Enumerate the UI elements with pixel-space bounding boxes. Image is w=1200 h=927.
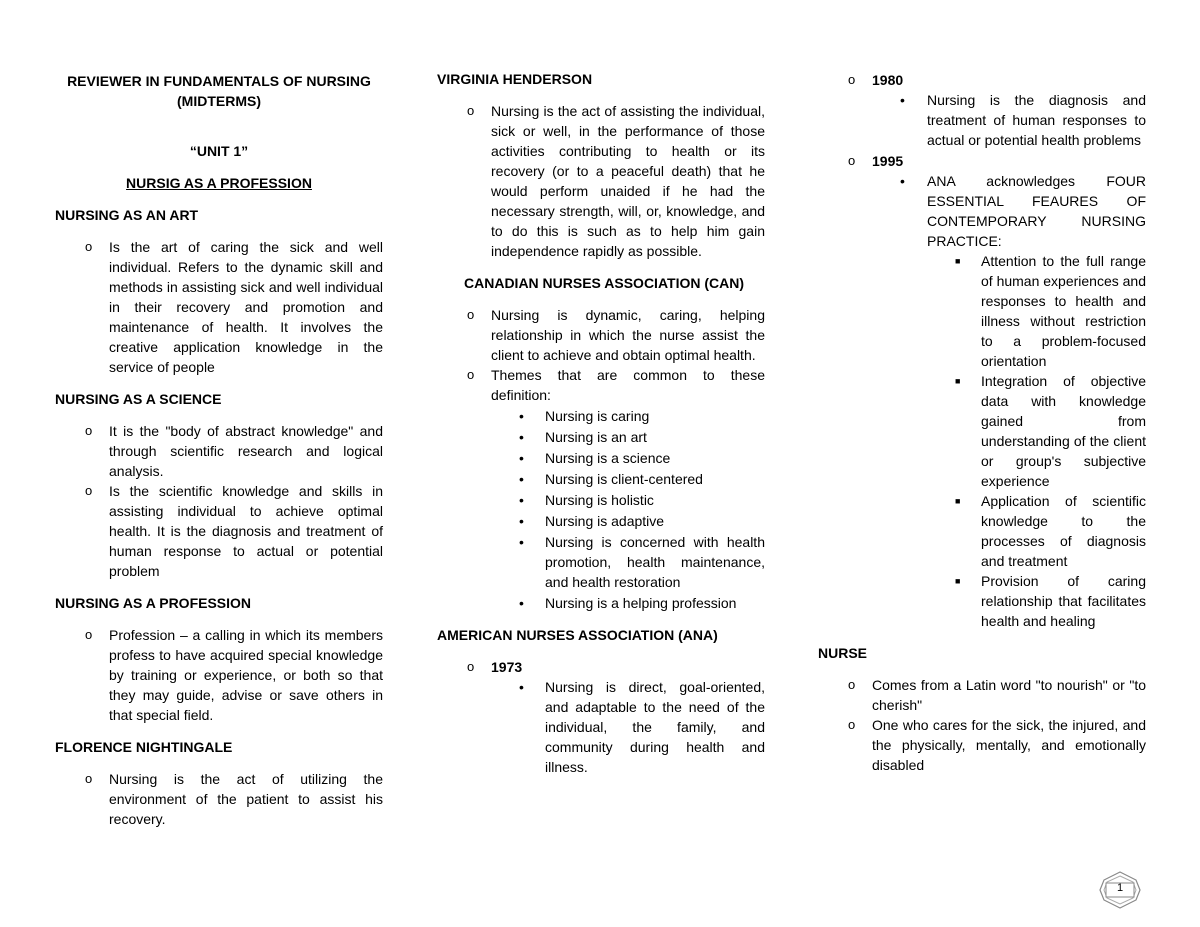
square-bullet-icon: ■ xyxy=(955,256,961,266)
square-bullet-icon: ■ xyxy=(955,496,961,506)
circle-bullet-icon: o xyxy=(467,103,475,118)
disc-bullet-icon: • xyxy=(519,450,524,466)
square-bullet-icon: ■ xyxy=(955,576,961,586)
henderson-list xyxy=(437,101,765,261)
list-item: • Nursing is the diagnosis and treatment of human responses to actual or potential health problems xyxy=(900,92,1146,148)
column-3 xyxy=(818,70,1146,775)
ana-years-list xyxy=(818,70,1146,631)
list-item xyxy=(818,70,1146,150)
circle-bullet-icon: o xyxy=(85,423,93,438)
circle-bullet-icon: o xyxy=(848,717,856,732)
circle-bullet-icon: o xyxy=(848,153,856,168)
profession-list xyxy=(55,625,383,725)
document-title: REVIEWER IN FUNDAMENTALS OF NURSING (MIDTERMS) xyxy=(67,73,371,109)
list-item: • Nursing is direct, goal-oriented, and adaptable to the need of the individual, the family, and community during health and illness. xyxy=(519,679,765,775)
disc-bullet-icon: • xyxy=(519,471,524,487)
list-item: o Is the scientific knowledge and skills in assisting individual to achieve optimal health. It is the diagnosis and treatment of human response to actual or potential problem xyxy=(85,483,383,579)
art-list xyxy=(55,237,383,377)
list-item: o Nursing is the act of assisting the individual, sick or well, in the performance of those activities contributing to health or its recovery (or to a peaceful death) that he would perform unaided if he had the necessary strength, will, or, knowledge, and to do this is such as to help him gain independence rapidly as possible. xyxy=(467,103,765,259)
disc-bullet-icon: • xyxy=(519,595,524,611)
circle-bullet-icon: o xyxy=(848,677,856,692)
disc-bullet-icon: • xyxy=(519,408,524,424)
column-2 xyxy=(437,66,765,778)
disc-bullet-icon: • xyxy=(900,92,905,108)
disc-bullet-icon: • xyxy=(519,429,524,445)
disc-bullet-icon: • xyxy=(900,173,905,189)
heading-virginia-henderson: VIRGINIA HENDERSON xyxy=(437,71,593,87)
can-list xyxy=(437,305,765,613)
section-subtitle: NURSIG AS A PROFESSION xyxy=(126,175,312,191)
heading-florence-nightingale: FLORENCE NIGHTINGALE xyxy=(55,739,233,755)
list-item xyxy=(818,151,1146,631)
features-list xyxy=(818,251,1146,631)
circle-bullet-icon: o xyxy=(85,771,93,786)
circle-bullet-icon: o xyxy=(85,239,93,254)
list-item: • Nursing is client-centered xyxy=(519,471,703,487)
year-label: 1995 xyxy=(872,153,904,169)
list-item: ■ Attention to the full range of human experiences and responses to health and illness without restriction to a problem-focused orientation xyxy=(955,253,1146,369)
ana-1973-list xyxy=(437,677,765,777)
heading-nursing-art: NURSING AS AN ART xyxy=(55,207,199,223)
list-item: • Nursing is concerned with health promotion, health maintenance, and health restoration xyxy=(519,534,765,590)
disc-bullet-icon: • xyxy=(519,679,524,695)
heading-nursing-science: NURSING AS A SCIENCE xyxy=(55,391,222,407)
list-item xyxy=(437,657,765,777)
list-item: o Nursing is the act of utilizing the environment of the patient to assist his recovery. xyxy=(85,771,383,827)
circle-bullet-icon: o xyxy=(848,72,856,87)
list-item: • Nursing is adaptive xyxy=(519,513,665,529)
disc-bullet-icon: • xyxy=(519,513,524,529)
list-item: • Nursing is a helping profession xyxy=(519,595,737,611)
list-item: o Nursing is dynamic, caring, helping relationship in which the nurse assist the client to achieve and obtain optimal health. xyxy=(467,307,765,363)
heading-nursing-profession: NURSING AS A PROFESSION xyxy=(55,595,252,611)
list-item: • Nursing is a science xyxy=(519,450,671,466)
ana-1980-list xyxy=(818,90,1146,150)
list-item: • ANA acknowledges FOUR ESSENTIAL FEAURES OF CONTEMPORARY NURSING PRACTICE: ■ Attention to the full range of human experiences and responses to health and illness without restriction to a problem-focused orientation ■ Integration of objective data with knowledge gained from understanding of the client or group's subjective experience ■ Application of scientific knowledge to the processes of diagnosis and treatment ■ Provision of caring relationship that facilitates health and healing xyxy=(818,171,1146,631)
list-item: • Nursing is holistic xyxy=(519,492,654,508)
circle-bullet-icon: o xyxy=(85,483,93,498)
list-item: o Comes from a Latin word "to nourish" or "to cherish" xyxy=(848,677,1146,713)
circle-bullet-icon: o xyxy=(85,627,93,642)
heading-american-nurses-association: AMERICAN NURSES ASSOCIATION (ANA) xyxy=(437,627,718,643)
page-number: 1 xyxy=(1116,882,1124,894)
list-item: • Nursing is caring xyxy=(519,408,650,424)
science-list xyxy=(55,421,383,581)
disc-bullet-icon: • xyxy=(519,492,524,508)
list-item: • Nursing is an art xyxy=(519,429,647,445)
ana-list xyxy=(437,657,765,777)
themes-list xyxy=(437,406,765,613)
list-item: ■ Provision of caring relationship that facilitates health and healing xyxy=(955,573,1146,629)
heading-nurse: NURSE xyxy=(818,645,868,661)
list-item: o It is the "body of abstract knowledge" and through scientific research and logical analysis. xyxy=(85,423,383,479)
circle-bullet-icon: o xyxy=(467,307,475,322)
year-label: 1980 xyxy=(872,72,904,88)
list-item: o Is the art of caring the sick and well individual. Refers to the dynamic skill and methods in assisting sick and well individual in their recovery and promotion and maintenance of health. It involves the creative application knowledge in the service of people xyxy=(85,239,383,375)
list-item: ■ Integration of objective data with knowledge gained from understanding of the client or group's subjective experience xyxy=(955,373,1146,489)
list-item: o Profession – a calling in which its members profess to have acquired special knowledge by training or experience, or both so that they may guide, advise or save others in that special field. xyxy=(85,627,383,723)
circle-bullet-icon: o xyxy=(467,367,475,382)
column-1 xyxy=(55,66,383,829)
nightingale-list xyxy=(55,769,383,829)
list-item: o Themes that are common to these definition: • Nursing is caring • Nursing is an art • Nursing is a science • Nursing is client-centered • Nursing is holistic • Nursing is adaptive • Nursing is concerned with health promotion, health maintenance, and health restoration • Nursing is a helping profession xyxy=(437,365,765,613)
nurse-list xyxy=(818,675,1146,775)
year-label: 1973 xyxy=(491,659,523,675)
heading-canadian-nurses-association: CANADIAN NURSES ASSOCIATION (CAN) xyxy=(464,275,744,291)
circle-bullet-icon: o xyxy=(467,659,475,674)
unit-label: “UNIT 1” xyxy=(189,143,249,159)
ana-1995-list xyxy=(818,171,1146,631)
disc-bullet-icon: • xyxy=(519,534,524,550)
list-item: o One who cares for the sick, the injured, and the physically, mentally, and emotionally disabled xyxy=(848,717,1146,773)
list-item: ■ Application of scientific knowledge to the processes of diagnosis and treatment xyxy=(955,493,1146,569)
square-bullet-icon: ■ xyxy=(955,376,961,386)
page-number-badge xyxy=(1098,871,1142,909)
